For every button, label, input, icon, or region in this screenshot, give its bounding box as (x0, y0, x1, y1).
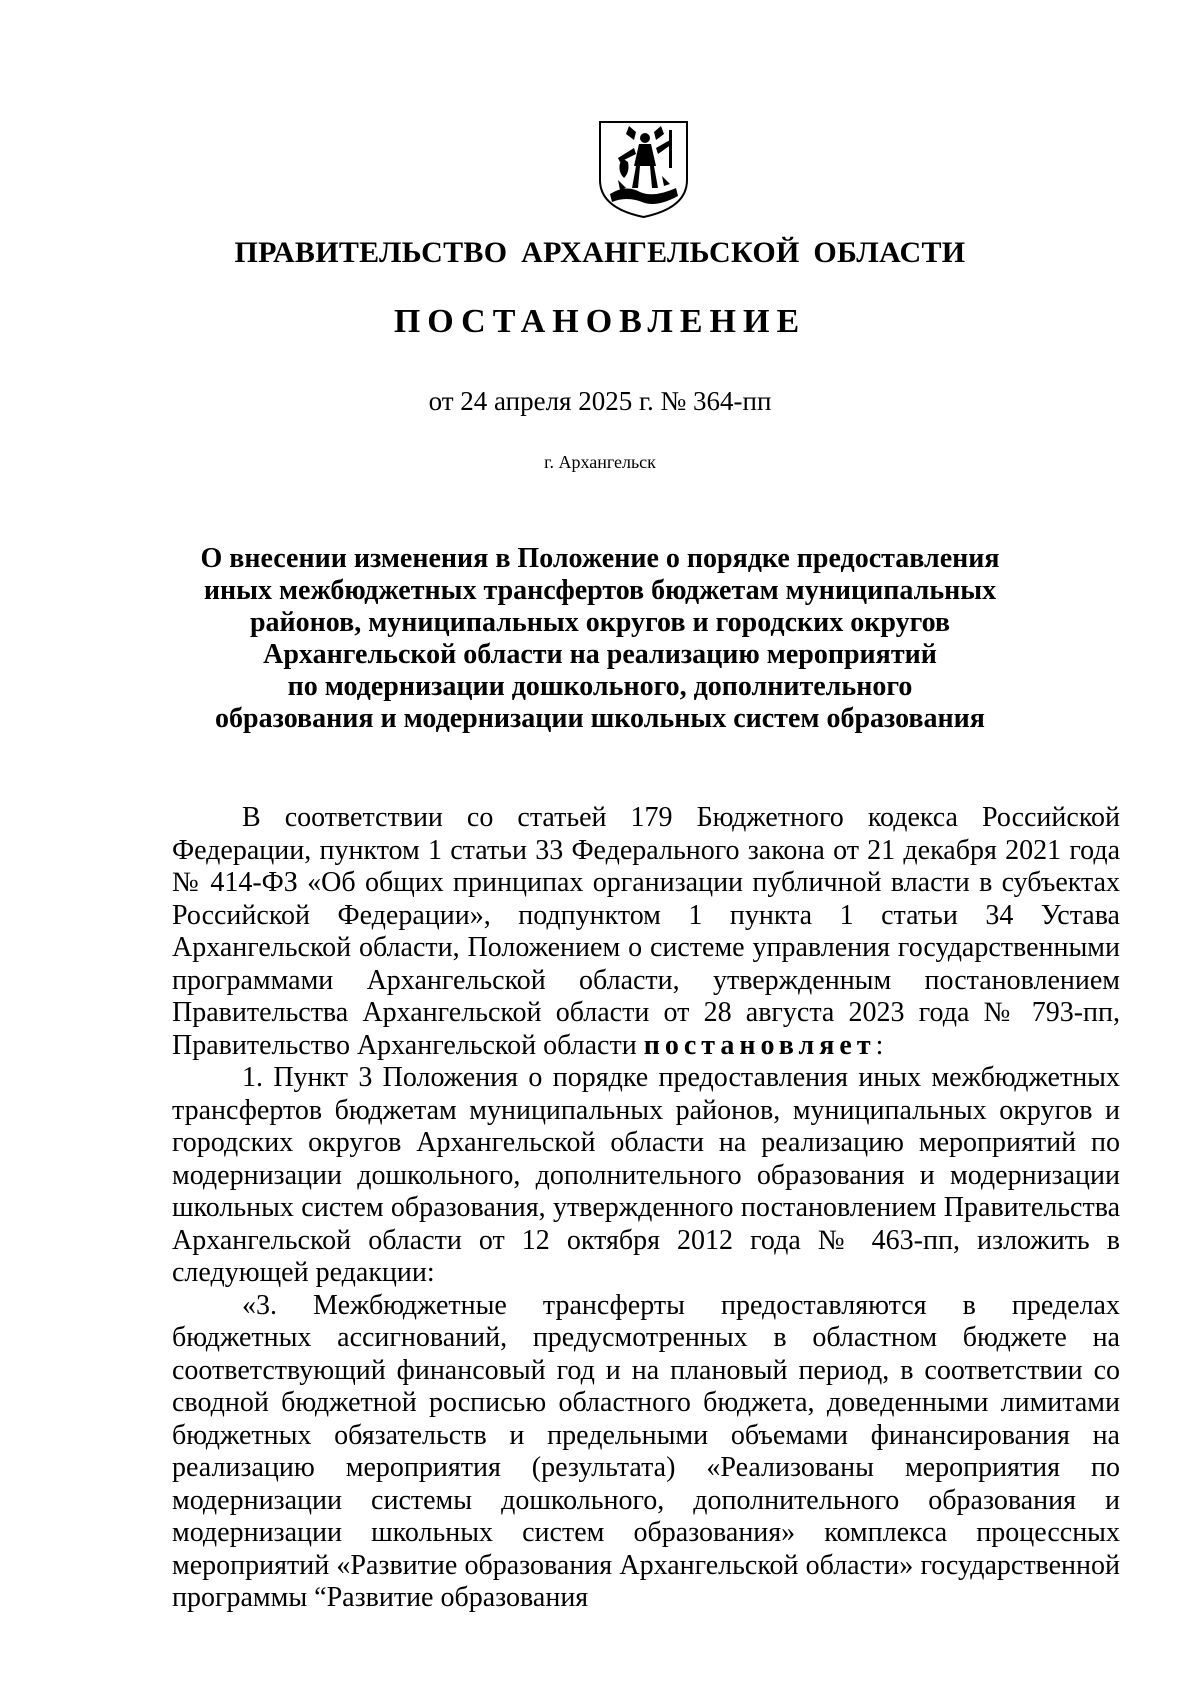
title-line: О внесении изменения в Положение о порядке предоставления (200, 543, 1000, 574)
resolves-word: постановляет (643, 1029, 876, 1061)
title-line: Архангельской области на реализацию мероприятий (263, 639, 937, 670)
document-body (172, 802, 1120, 1615)
preamble-colon: : (875, 1029, 884, 1061)
title-line: районов, муниципальных округов и городских округов (249, 607, 951, 638)
government-name: ПРАВИТЕЛЬСТВО АРХАНГЕЛЬСКОЙ ОБЛАСТИ (234, 236, 966, 269)
date-and-number: от 24 апреля 2025 г. № 364-пп (428, 386, 772, 416)
document-type: ПОСТАНОВЛЕНИЕ (393, 303, 807, 340)
coat-of-arms-emblem (596, 118, 691, 220)
clause-1-paragraph: 1. Пункт 3 Положения о порядке предоставления иных межбюджетных трансфертов бюджетам муниципальных районов, муниципальных округов и городских округов Архангельской области на реализацию мероприятий по модернизации дошкольного, дополнительного образования и модернизации школьных систем образования, утвержденного постановлением Правительства Архангельской области от 12 октября 2012 года № 463-пп, изложить в следующей редакции: (172, 1062, 1120, 1288)
document-title (0, 543, 1200, 735)
title-line: иных межбюджетных трансфертов бюджетам муниципальных (203, 575, 997, 606)
title-line: образования и модернизации школьных систем образования (215, 703, 985, 734)
city: г. Архангельск (544, 452, 656, 472)
preamble-text: В соответствии со статьей 179 Бюджетного кодекса Российской Федерации, пунктом 1 статьи 33 Федерального закона от 21 декабря 2021 года № 414-ФЗ «Об общих принципах организации публичной власти в субъектах Российской Федерации», подпунктом 1 пункта 1 статьи 34 Устава Архангельской области, Положением о системе управления государственными программами Архангельской области, утвержденным постановлением Правительства Архангельской области от 28 августа 2023 года № 793-пп, Правительство Архангельской области (172, 802, 1120, 1061)
title-line: по модернизации дошкольного, дополнительного (287, 671, 913, 702)
preamble-paragraph (172, 802, 1120, 1062)
clause-3-quoted-paragraph: «3. Межбюджетные трансферты предоставляются в пределах бюджетных ассигнований, предусмотренных в областном бюджете на соответствующий финансовый год и на плановый период, в соответствии со сводной бюджетной росписью областного бюджета, доведенными лимитами бюджетных обязательств и предельными объемами финансирования на реализацию мероприятия (результата) «Реализованы мероприятия по модернизации системы дошкольного, дополнительного образования и модернизации школьных систем образования» комплекса процессных мероприятий «Развитие образования Архангельской области» государственной программы “Развитие образования (172, 1289, 1120, 1613)
